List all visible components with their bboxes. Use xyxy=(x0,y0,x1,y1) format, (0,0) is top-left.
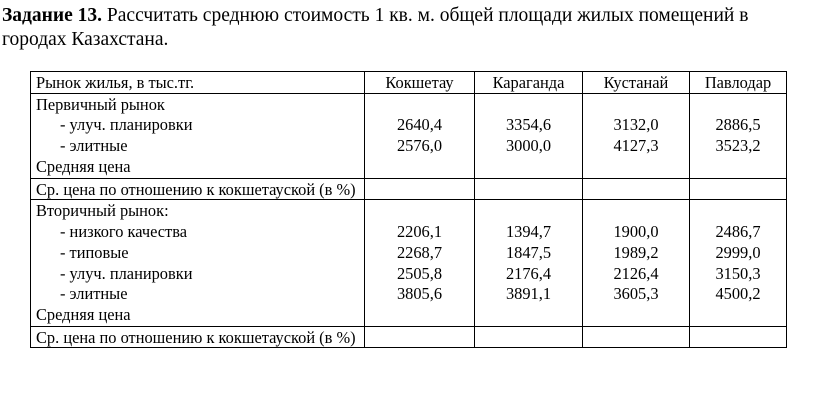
karaganda-secondary-values xyxy=(475,200,583,327)
header-city-kokshetau: Кокшетау xyxy=(365,72,475,94)
kustanai-primary-values xyxy=(583,93,690,178)
primary-market-labels xyxy=(31,93,365,178)
task-statement xyxy=(2,4,814,52)
header-city-karaganda: Караганда xyxy=(475,72,583,94)
secondary-market-title: Вторичный рынок: xyxy=(36,201,169,221)
empty-cell xyxy=(583,178,690,200)
average-price-label: Средняя цена xyxy=(36,156,131,176)
header-market: Рынок жилья, в тыс.тг. xyxy=(31,72,365,94)
cell-value: 3523,2 xyxy=(715,136,761,156)
ratio-label: Ср. цена по отношению к кокшетауской (в %) xyxy=(31,178,365,200)
kokshetau-secondary-values xyxy=(365,200,475,327)
header-city-pavlodar: Павлодар xyxy=(690,72,787,94)
ratio-label: Ср. цена по отношению к кокшетауской (в %) xyxy=(31,326,365,348)
cell-value: 2505,8 xyxy=(396,263,443,283)
cell-value: 2640,4 xyxy=(396,115,443,135)
task-label: Задание 13. xyxy=(2,5,103,26)
cell-value: 3000,0 xyxy=(505,136,552,156)
table-header-row xyxy=(31,72,787,94)
cell-value: 3805,6 xyxy=(396,284,443,304)
row-label: - элитные xyxy=(60,136,128,156)
empty-cell xyxy=(690,178,787,200)
row-label: - типовые xyxy=(60,242,129,262)
table-row xyxy=(31,326,787,348)
cell-value: 2576,0 xyxy=(396,136,443,156)
row-label: - улуч. планировки xyxy=(60,115,193,135)
task-text: Рассчитать среднюю стоимость 1 кв. м. общей площади жилых помещений в городах Казахстана. xyxy=(2,5,749,50)
cell-value: 4500,2 xyxy=(715,284,761,304)
table-row xyxy=(31,178,787,200)
cell-value: 2486,7 xyxy=(715,221,761,241)
table-row xyxy=(31,93,787,178)
karaganda-primary-values xyxy=(475,93,583,178)
cell-value: 2206,1 xyxy=(396,221,443,241)
cell-value: 4127,3 xyxy=(613,136,659,156)
empty-cell xyxy=(475,326,583,348)
kustanai-secondary-values xyxy=(583,200,690,327)
average-price-label: Средняя цена xyxy=(36,305,131,325)
cell-value: 1847,5 xyxy=(505,242,552,262)
cell-value: 2999,0 xyxy=(715,242,761,262)
empty-cell xyxy=(690,326,787,348)
cell-value: 1900,0 xyxy=(613,221,659,241)
housing-price-table xyxy=(30,71,787,348)
pavlodar-primary-values xyxy=(690,93,787,178)
cell-value: 3605,3 xyxy=(613,284,659,304)
cell-value: 3354,6 xyxy=(505,115,552,135)
pavlodar-secondary-values xyxy=(690,200,787,327)
table-row xyxy=(31,200,787,327)
primary-market-title: Первичный рынок xyxy=(36,94,165,114)
row-label: - элитные xyxy=(60,284,128,304)
cell-value: 2886,5 xyxy=(715,115,761,135)
cell-value: 1394,7 xyxy=(505,221,552,241)
cell-value: 2268,7 xyxy=(396,242,443,262)
secondary-market-labels xyxy=(31,200,365,327)
cell-value: 2176,4 xyxy=(505,263,552,283)
empty-cell xyxy=(365,326,475,348)
cell-value: 2126,4 xyxy=(613,263,659,283)
empty-cell xyxy=(365,178,475,200)
cell-value: 3132,0 xyxy=(613,115,659,135)
row-label: - улуч. планировки xyxy=(60,263,193,283)
empty-cell xyxy=(475,178,583,200)
cell-value: 3150,3 xyxy=(715,263,761,283)
kokshetau-primary-values xyxy=(365,93,475,178)
header-city-kustanai: Кустанай xyxy=(583,72,690,94)
row-label: - низкого качества xyxy=(60,221,188,241)
empty-cell xyxy=(583,326,690,348)
cell-value: 3891,1 xyxy=(505,284,552,304)
cell-value: 1989,2 xyxy=(613,242,659,262)
